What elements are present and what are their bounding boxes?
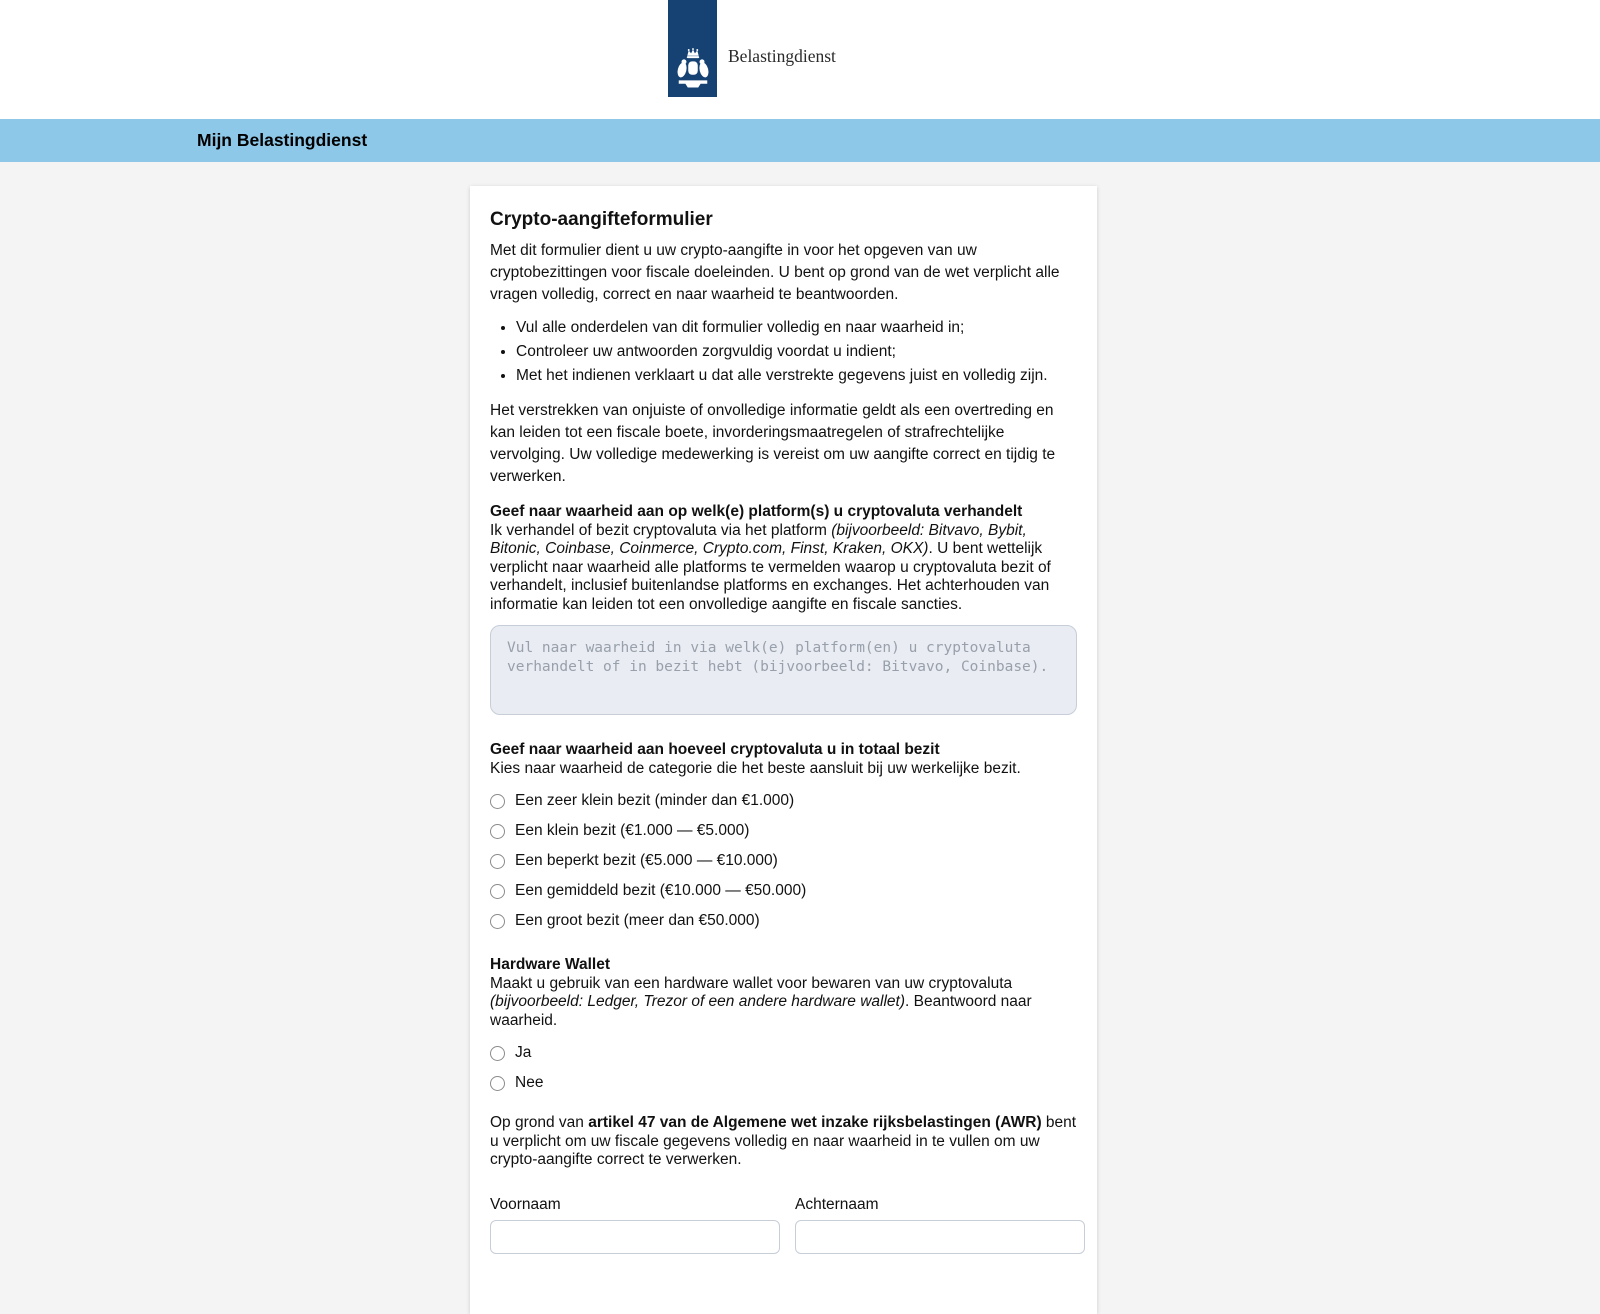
platforms-description	[490, 522, 1077, 615]
platforms-text-before: Ik verhandel of bezit cryptovaluta via het platform	[490, 521, 832, 539]
hw-text-before: Maakt u gebruik van een hardware wallet voor bewaren van uw cryptovaluta	[490, 974, 1013, 992]
radio-option-label[interactable]: Nee	[515, 1074, 544, 1091]
awr-text-after: bent u verplicht om uw fiscale gegevens volledig en naar waarheid in te vullen om uw crypto-aangifte correct te verwerken.	[490, 1114, 1077, 1168]
list-item: • Met het indienen verklaart u dat alle verstrekte gegevens juist en volledig zijn.	[516, 367, 1077, 385]
last-name-field-group	[795, 1196, 1085, 1254]
possession-section	[490, 741, 1077, 930]
belastingdienst-coat-of-arms-icon	[674, 46, 712, 92]
radio-button-icon[interactable]	[490, 884, 505, 899]
radio-option-limited[interactable]	[490, 852, 1077, 870]
radio-option-large[interactable]	[490, 912, 1077, 930]
radio-option-label[interactable]: Een beperkt bezit (€5.000 — €10.000)	[515, 852, 778, 869]
radio-option-average[interactable]	[490, 882, 1077, 900]
possession-subheading: Kies naar waarheid de categorie die het beste aansluit bij uw werkelijke bezit.	[490, 759, 1021, 777]
first-name-input[interactable]	[490, 1220, 780, 1254]
logo-banner	[668, 0, 717, 97]
radio-option-label[interactable]: Een zeer klein bezit (minder dan €1.000)	[515, 792, 795, 809]
platforms-text-after: . U bent wettelijk verplicht naar waarheid alle platforms te vermelden waarop u cryptovaluta bezit of verhandelt, inclusief buitenlandse platforms en exchanges. Het achterhouden van informatie kan leiden tot een onvolledige aangifte en fiscale sancties.	[490, 540, 1051, 613]
radio-button-icon[interactable]	[490, 824, 505, 839]
name-fields-row	[490, 1196, 1077, 1254]
page-header	[0, 0, 1600, 119]
warning-paragraph: Het verstrekken van onjuiste of onvolledige informatie geldt als een overtreding en kan leiden tot een fiscale boete, invorderingsmaatregelen of strafrechtelijke vervolging. Uw volledige medewerking is vereist om uw aangifte correct en tijdig te verwerken.	[490, 402, 1056, 485]
radio-button-icon[interactable]	[490, 1046, 505, 1061]
first-name-field-group	[490, 1196, 780, 1254]
radio-option-label[interactable]: Een klein bezit (€1.000 — €5.000)	[515, 822, 750, 839]
crypto-declaration-form-card	[470, 186, 1097, 1314]
intro-paragraph: Met dit formulier dient u uw crypto-aangifte in voor het opgeven van uw cryptobezittingen voor fiscale doeleinden. U bent op grond van de wet verplicht alle vragen volledig, correct en naar waarheid te beantwoorden.	[490, 242, 1060, 303]
belastingdienst-logo	[668, 0, 836, 97]
radio-option-very-small[interactable]	[490, 792, 1077, 810]
radio-option-label[interactable]: Ja	[515, 1044, 532, 1061]
possession-radio-group	[490, 792, 1077, 930]
topbar	[0, 119, 1600, 162]
list-item: • Controleer uw antwoorden zorgvuldig voordat u indient;	[516, 343, 1077, 361]
topbar-title: Mijn Belastingdienst	[197, 130, 368, 150]
awr-text-before: Op grond van	[490, 1114, 589, 1131]
possession-heading: Geef naar waarheid aan hoeveel cryptovaluta u in totaal bezit	[490, 741, 940, 758]
first-name-label: Voornaam	[490, 1195, 561, 1213]
radio-button-icon[interactable]	[490, 794, 505, 809]
radio-option-yes[interactable]	[490, 1044, 1077, 1062]
platforms-examples: (bijvoorbeeld: Bitvavo, Bybit, Bitonic, Coinbase, Coinmerce, Crypto.com, Finst, Kraken, OKX)	[490, 521, 1027, 557]
radio-option-label[interactable]: Een gemiddeld bezit (€10.000 — €50.000)	[515, 882, 807, 899]
hw-examples: (bijvoorbeeld: Ledger, Trezor of een andere hardware wallet)	[490, 993, 906, 1010]
platforms-heading: Geef naar waarheid aan op welk(e) platform(s) u cryptovaluta verhandelt	[490, 503, 1023, 520]
radio-button-icon[interactable]	[490, 914, 505, 929]
radio-button-icon[interactable]	[490, 854, 505, 869]
hardware-wallet-radio-group	[490, 1044, 1077, 1092]
list-item: • Vul alle onderdelen van dit formulier volledig en naar waarheid in;	[516, 319, 1077, 337]
awr-law-reference: artikel 47 van de Algemene wet inzake rijksbelastingen (AWR)	[588, 1114, 1042, 1131]
radio-option-small[interactable]	[490, 822, 1077, 840]
awr-paragraph	[490, 1114, 1077, 1170]
hw-text-after: . Beantwoord naar waarheid.	[490, 993, 1032, 1029]
platforms-input[interactable]	[490, 625, 1077, 715]
instruction-list	[490, 319, 1077, 385]
platforms-section	[490, 503, 1077, 715]
last-name-label: Achternaam	[795, 1195, 879, 1213]
hardware-wallet-heading: Hardware Wallet	[490, 956, 611, 973]
logo-wordmark: Belastingdienst	[728, 46, 836, 66]
form-title: Crypto-aangifteformulier	[490, 209, 713, 230]
hardware-wallet-section	[490, 956, 1077, 1092]
radio-option-label[interactable]: Een groot bezit (meer dan €50.000)	[515, 912, 760, 929]
radio-option-no[interactable]	[490, 1074, 1077, 1092]
radio-button-icon[interactable]	[490, 1076, 505, 1091]
main-area	[0, 162, 1600, 1314]
last-name-input[interactable]	[795, 1220, 1085, 1254]
hardware-wallet-description	[490, 975, 1077, 1031]
